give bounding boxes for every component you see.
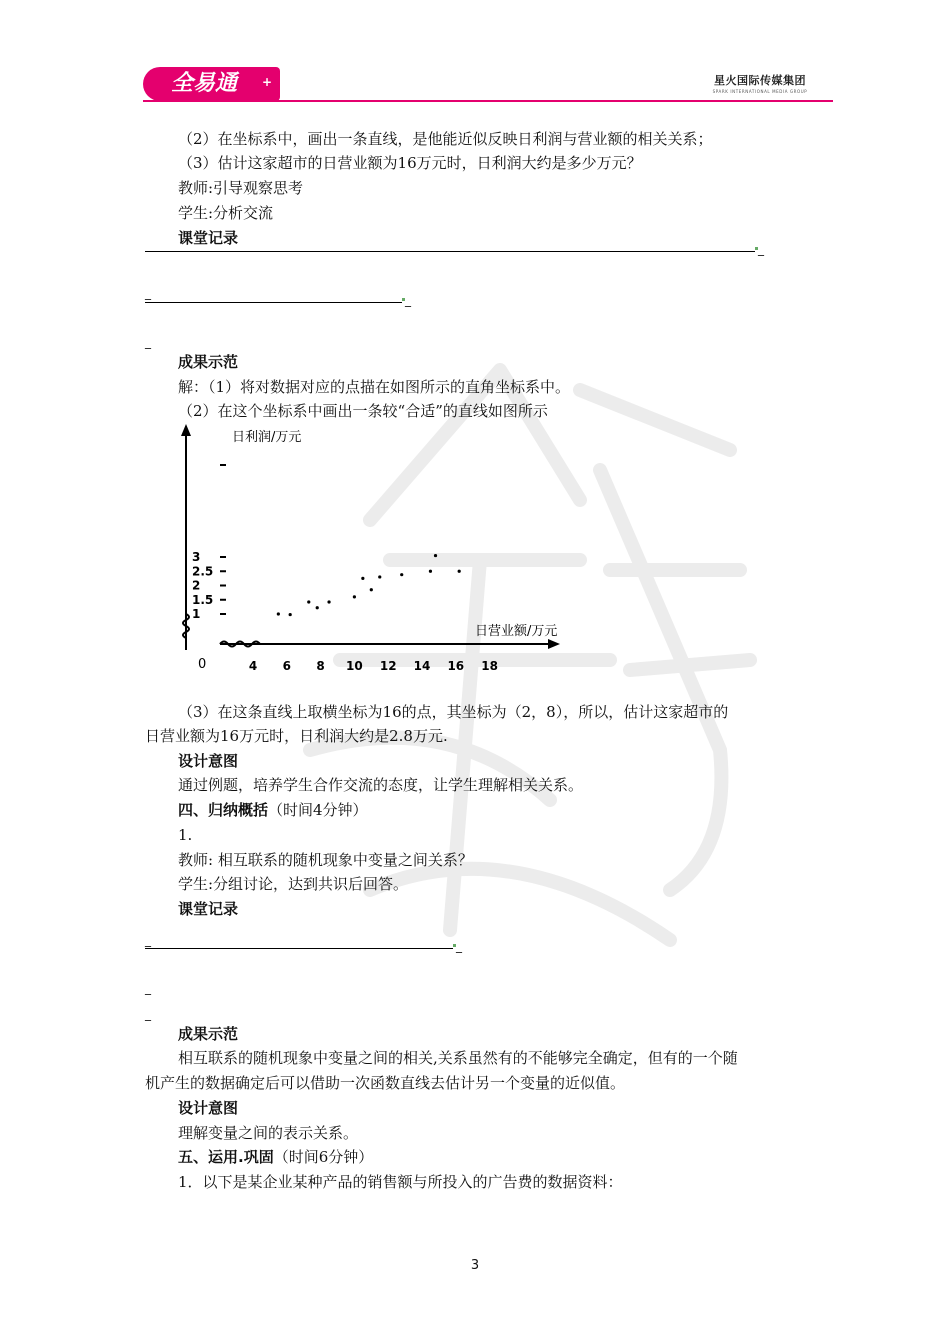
student-activity: 学生:分组讨论，达到共识后回答。 — [178, 875, 409, 893]
underscore-mark: _ — [456, 939, 462, 953]
sparkle-icon: + — [261, 75, 272, 89]
y-tick-label: 1.5 — [192, 592, 214, 607]
data-point — [361, 577, 364, 580]
underscore-mark: _ — [145, 933, 151, 947]
student-activity: 学生:分析交流 — [178, 204, 274, 222]
underscore-mark: _ — [405, 293, 411, 307]
x-tick-label: 4 — [248, 659, 258, 673]
underscore-mark: _ — [145, 286, 151, 300]
data-point — [353, 595, 356, 598]
design-intent-heading: 设计意图 — [178, 1099, 239, 1117]
record-line — [145, 251, 755, 252]
data-point — [327, 600, 330, 603]
class-record-heading: 课堂记录 — [178, 900, 239, 918]
logo-text: 全易通 — [171, 71, 238, 96]
result-heading: 成果示范 — [178, 1025, 239, 1043]
solution-step-3-continued: 日营业额为16万元时，日利润大约是2.8万元. — [145, 727, 448, 745]
x-axis-arrow — [548, 639, 560, 649]
x-tick-label: 12 — [379, 659, 397, 673]
data-point — [277, 612, 280, 615]
y-axis-label: 日利润/万元 — [232, 430, 302, 445]
data-point — [458, 570, 461, 573]
data-point — [307, 600, 310, 603]
x-tick-label: 16 — [447, 659, 465, 673]
x-axis-label: 日营业额/万元 — [475, 624, 558, 639]
x-tick-label: 8 — [316, 659, 325, 673]
record-line — [145, 948, 453, 949]
x-tick-label: 18 — [481, 659, 498, 673]
question-2: （2）在坐标系中，画出一条直线，是他能近似反映日利润与营业额的相关关系； — [178, 130, 713, 148]
underscore-mark: _ — [145, 981, 151, 995]
x-tick-label: 10 — [346, 659, 363, 673]
page-number: 3 — [470, 1258, 480, 1273]
scatter-chart — [170, 420, 590, 680]
section-5-heading: 五、运用.巩固 — [178, 1148, 274, 1166]
class-record-heading: 课堂记录 — [178, 229, 239, 247]
data-point — [370, 588, 373, 591]
data-point — [316, 606, 319, 609]
underscore-mark: _ — [145, 1007, 151, 1021]
brand-name: 星火国际传媒集团 — [714, 74, 806, 87]
solution-step-3: （3）在这条直线上取横坐标为16的点，其坐标为（2，8），所以，估计这家超市的 — [178, 703, 729, 721]
section-5-time: （时间6分钟） — [273, 1148, 374, 1166]
teacher-question: 教师: 相互联系的随机现象中变量之间关系？ — [178, 851, 473, 869]
solution-step-2: （2）在这个坐标系中画出一条较“合适”的直线如图所示 — [178, 402, 548, 420]
data-point — [434, 554, 437, 557]
question-3: （3）估计这家超市的日营业额为16万元时，日利润大约是多少万元？ — [178, 154, 642, 172]
y-tick-label: 2 — [192, 578, 201, 593]
section-4-title — [178, 799, 368, 821]
brand-block — [705, 72, 815, 94]
y-tick-label: 2.5 — [192, 564, 214, 579]
data-point — [378, 575, 381, 578]
x-tick-label: 6 — [282, 659, 291, 673]
design-intent-text: 通过例题，培养学生合作交流的态度，让学生理解相关关系。 — [178, 776, 584, 794]
section-4-time: （时间4分钟） — [268, 801, 368, 819]
record-line — [145, 302, 402, 303]
result-text: 相互联系的随机现象中变量之间的相关,关系虽然有的不能够完全确定，但有的一个随 — [178, 1049, 738, 1067]
data-point — [400, 573, 403, 576]
brand-name-english: SPARK INTERNATIONAL MEDIA GROUP — [712, 89, 808, 94]
section-4-heading: 四、归纳概括 — [178, 801, 269, 819]
section-4-item: 1. — [178, 826, 193, 844]
y-tick-label: 3 — [192, 550, 201, 564]
data-point — [429, 570, 432, 573]
x-tick-label: 14 — [413, 659, 431, 673]
result-heading: 成果示范 — [178, 353, 239, 371]
design-intent-text: 理解变量之间的表示关系。 — [178, 1124, 359, 1142]
teacher-instruction: 教师:引导观察思考 — [178, 179, 304, 197]
underscore-mark: _ — [758, 242, 764, 256]
data-point — [289, 613, 292, 616]
section-5-title — [178, 1146, 373, 1168]
header-divider — [143, 100, 833, 102]
quanyitong-logo — [143, 67, 280, 101]
solution-step-1: 解：（1）将对数据对应的点描在如图所示的直角坐标系中。 — [178, 378, 571, 396]
exercise-1: 1．以下是某企业某种产品的销售额与所投入的广告费的数据资料： — [178, 1173, 623, 1191]
y-axis-arrow — [181, 424, 191, 436]
design-intent-heading: 设计意图 — [178, 752, 239, 770]
y-tick-label: 1 — [192, 607, 201, 621]
origin-label: 0 — [198, 657, 207, 672]
underscore-mark: _ — [145, 335, 151, 349]
result-text-continued: 机产生的数据确定后可以借助一次函数直线去估计另一个变量的近似值。 — [145, 1074, 626, 1092]
